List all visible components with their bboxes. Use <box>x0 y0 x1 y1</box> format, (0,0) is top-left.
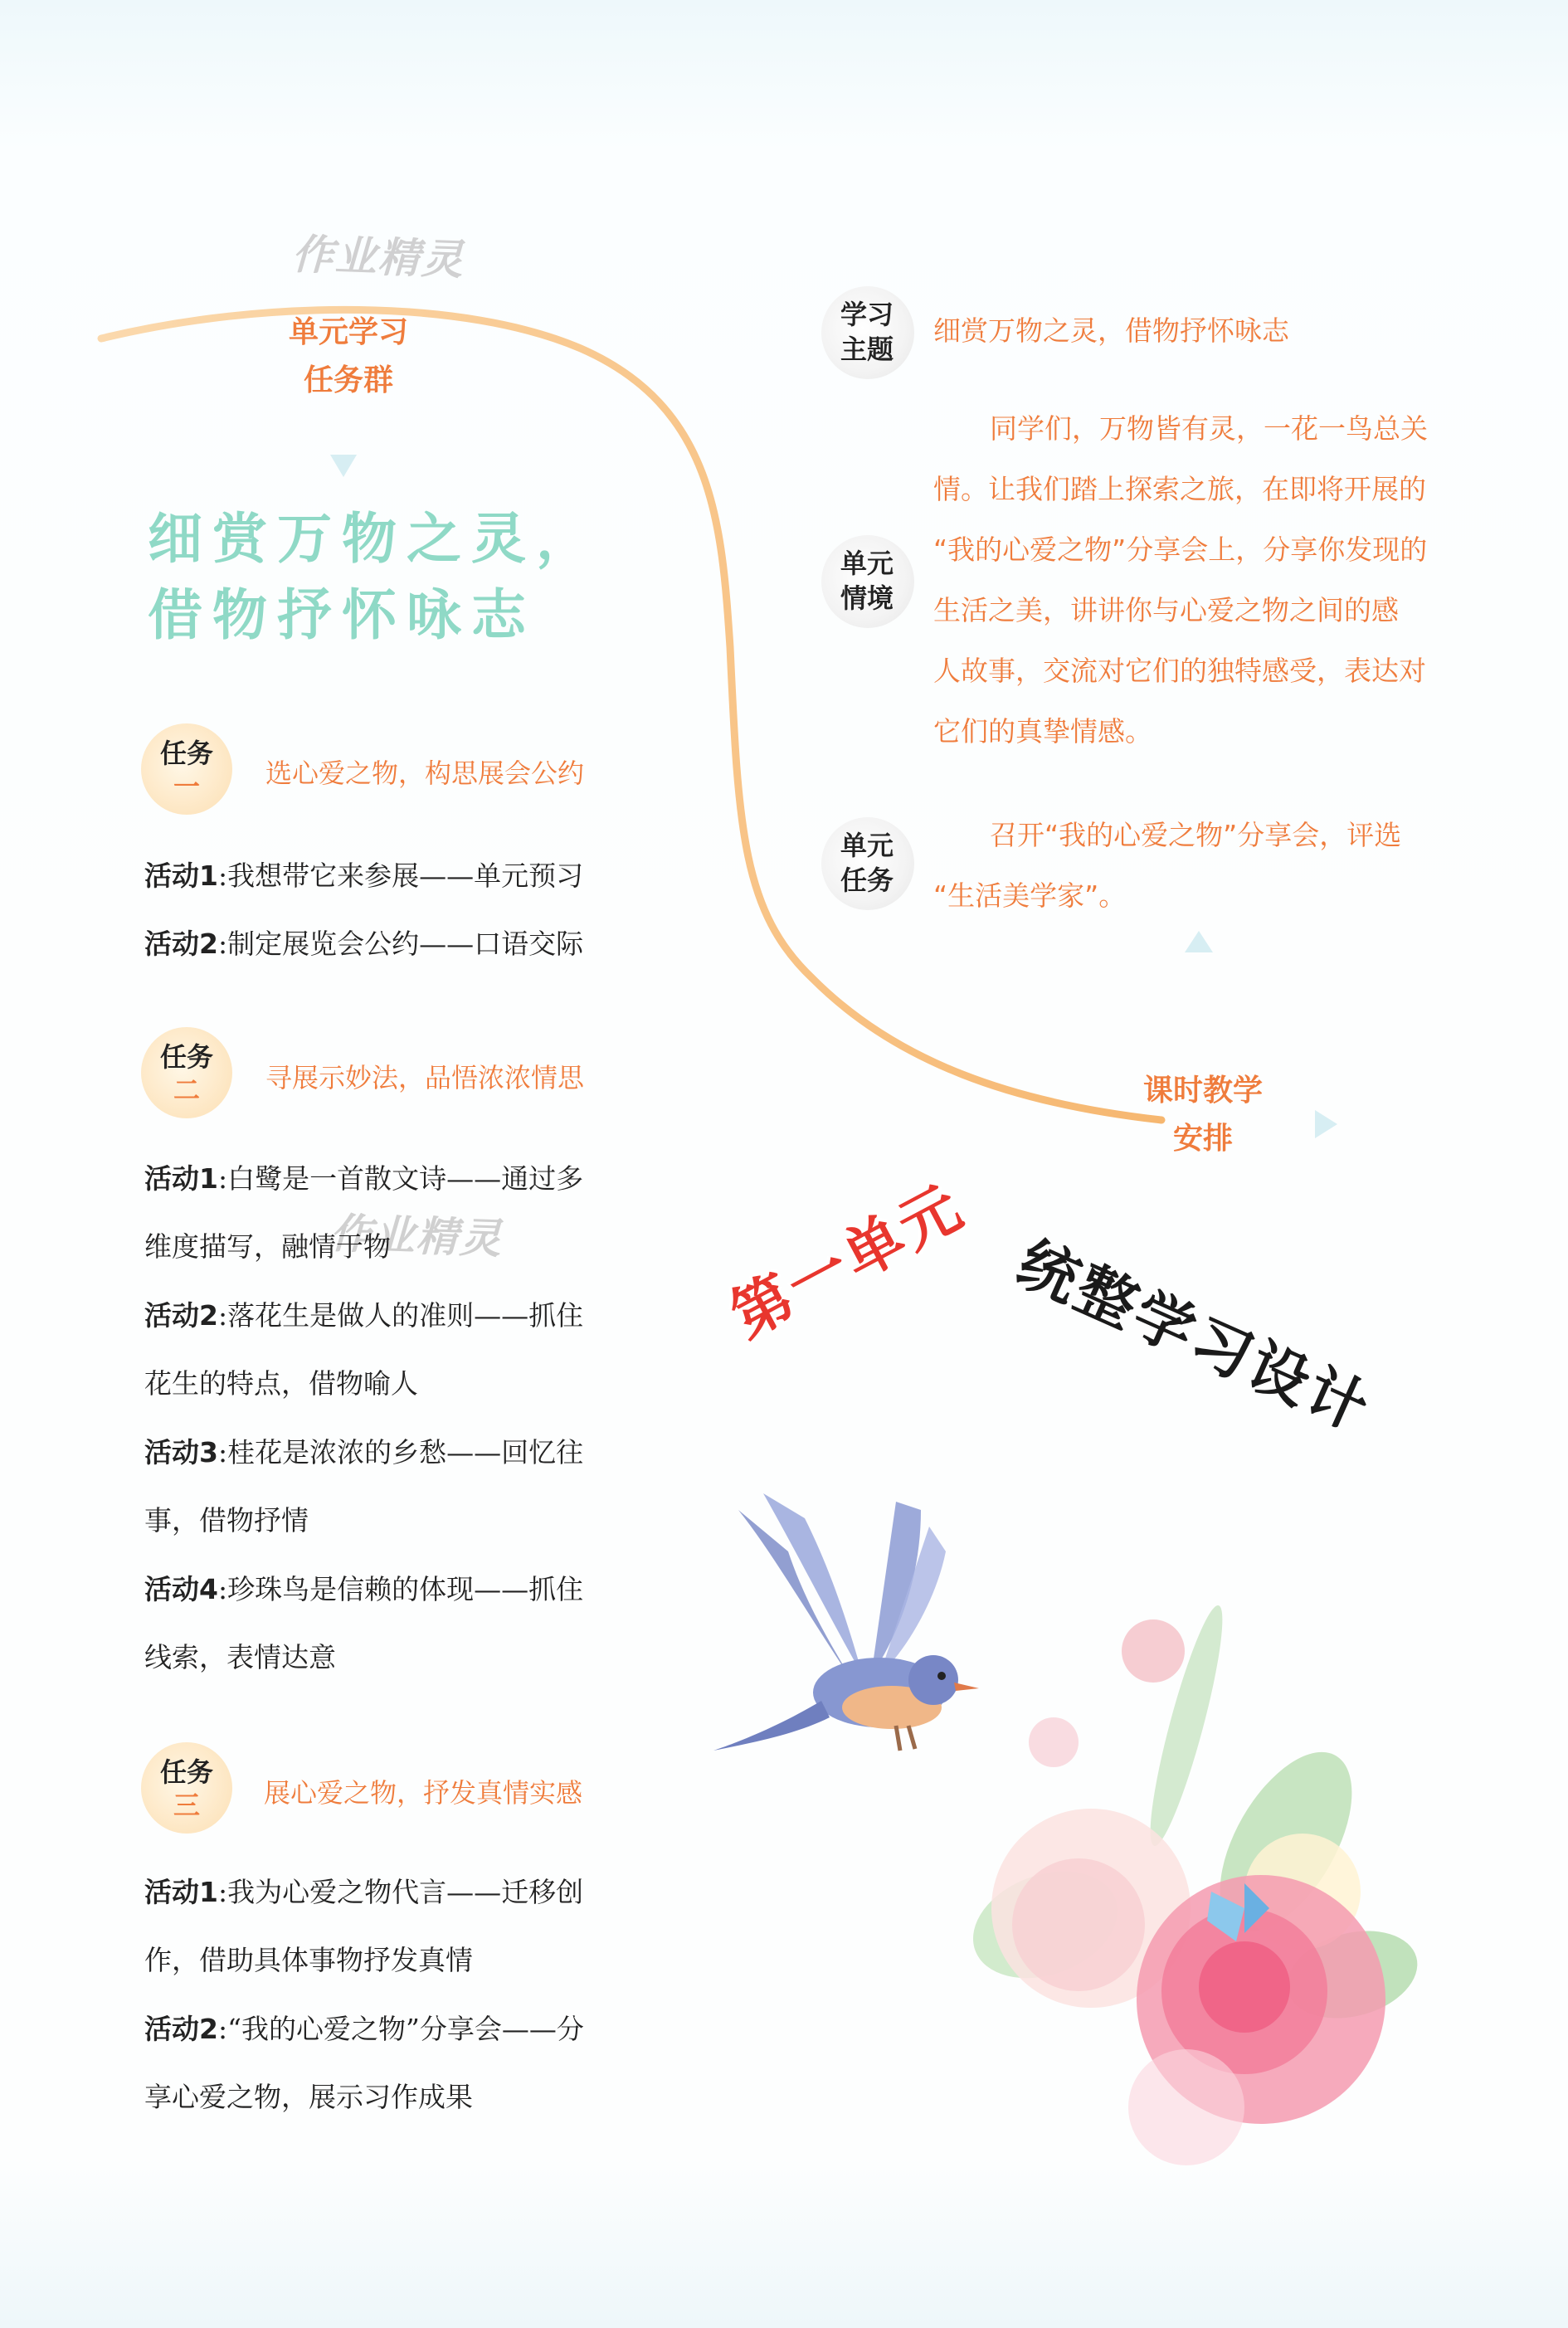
activity-tag: 活动2 <box>144 1299 218 1332</box>
task-1-title: 选心爱之物，构思展会公约 <box>265 757 585 789</box>
task-3-title: 展心爱之物，抒发真情实感 <box>264 1777 583 1809</box>
activity-tag: 活动4 <box>144 1573 218 1605</box>
down-triangle-icon <box>330 455 357 477</box>
task-3-activity-2: 活动2:“我的心爱之物”分享会——分 享心爱之物，展示习作成果 <box>144 2013 584 2113</box>
context-text: 同学们，万物皆有灵，一花一鸟总关 情。让我们踏上探索之旅，在即将开展的 “我的心爱之物”分享会上，分享你发现的 生活之美，讲讲你与心爱之物之间的感 人故事，交流对它们的独特感受，表达对 它们的真挚情感。 <box>933 412 1428 748</box>
theme-label: 学习 主题 <box>840 299 894 365</box>
motto-line-1: 细赏万物之灵， <box>148 506 601 571</box>
activity-tag: 活动2 <box>144 2013 218 2045</box>
unit-motto <box>148 500 601 653</box>
task-3-label: 任务 三 <box>149 1756 224 1822</box>
right-triangle-icon <box>1315 1110 1337 1138</box>
task-1-activity-2: 活动2:制定展览会公约——口语交际 <box>144 928 584 960</box>
task-2-title: 寻展示妙法，品悟浓浓情思 <box>265 1062 585 1093</box>
theme-text: 细赏万物之灵，借物抒怀咏志 <box>933 314 1289 347</box>
activity-tag: 活动2 <box>144 928 218 960</box>
task-2-activity-1: 活动1:白鹭是一首散文诗——通过多 维度描写，融情于物 <box>144 1162 584 1263</box>
task-1-activity-1: 活动1:我想带它来参展——单元预习 <box>144 860 584 892</box>
task-3-activity-1: 活动1:我为心爱之物代言——迁移创 作，借助具体事物抒发真情 <box>144 1876 584 1976</box>
header-line-2: 任务群 <box>303 363 393 397</box>
task-2-number: 二 <box>173 1074 200 1106</box>
task-2-activity-4: 活动4:珍珠鸟是信赖的体现——抓住 线索，表情达意 <box>144 1573 584 1673</box>
unit-task-text: 召开“我的心爱之物”分享会，评选 “生活美学家”。 <box>933 819 1402 912</box>
watermark-top: 作业精灵 <box>290 230 465 285</box>
context-label: 单元 情境 <box>840 548 894 614</box>
task-3-number: 三 <box>173 1790 200 1821</box>
watermark-middle: 作业精灵 <box>329 1209 504 1264</box>
activity-tag: 活动3 <box>144 1436 218 1468</box>
activity-tag: 活动1 <box>144 1876 218 1908</box>
schedule-header: 课时教学 安排 <box>1142 1074 1263 1156</box>
up-triangle-icon <box>1185 931 1213 952</box>
task-2-activity-2: 活动2:落花生是做人的准则——抓住 花生的特点，借物喻人 <box>144 1299 584 1400</box>
activity-tag: 活动1 <box>144 1162 218 1195</box>
task-1-number: 一 <box>173 771 200 802</box>
unit-title-first: 第一单元 <box>719 1171 976 1352</box>
unit-title-second: 统整学习设计 <box>1007 1227 1382 1445</box>
task-2-activity-3: 活动3:桂花是浓浓的乡愁——回忆往 事，借物抒情 <box>144 1436 584 1537</box>
unit-task-label: 单元 任务 <box>840 830 894 896</box>
flower-illustration <box>913 1576 1444 2174</box>
task-2-label: 任务 二 <box>149 1040 224 1107</box>
task-1-label: 任务 一 <box>149 737 224 803</box>
header-line-1: 单元学习 <box>288 315 408 349</box>
activity-tag: 活动1 <box>144 860 218 892</box>
task-group-header <box>249 309 448 405</box>
motto-line-2: 借物抒怀咏志 <box>148 582 536 647</box>
